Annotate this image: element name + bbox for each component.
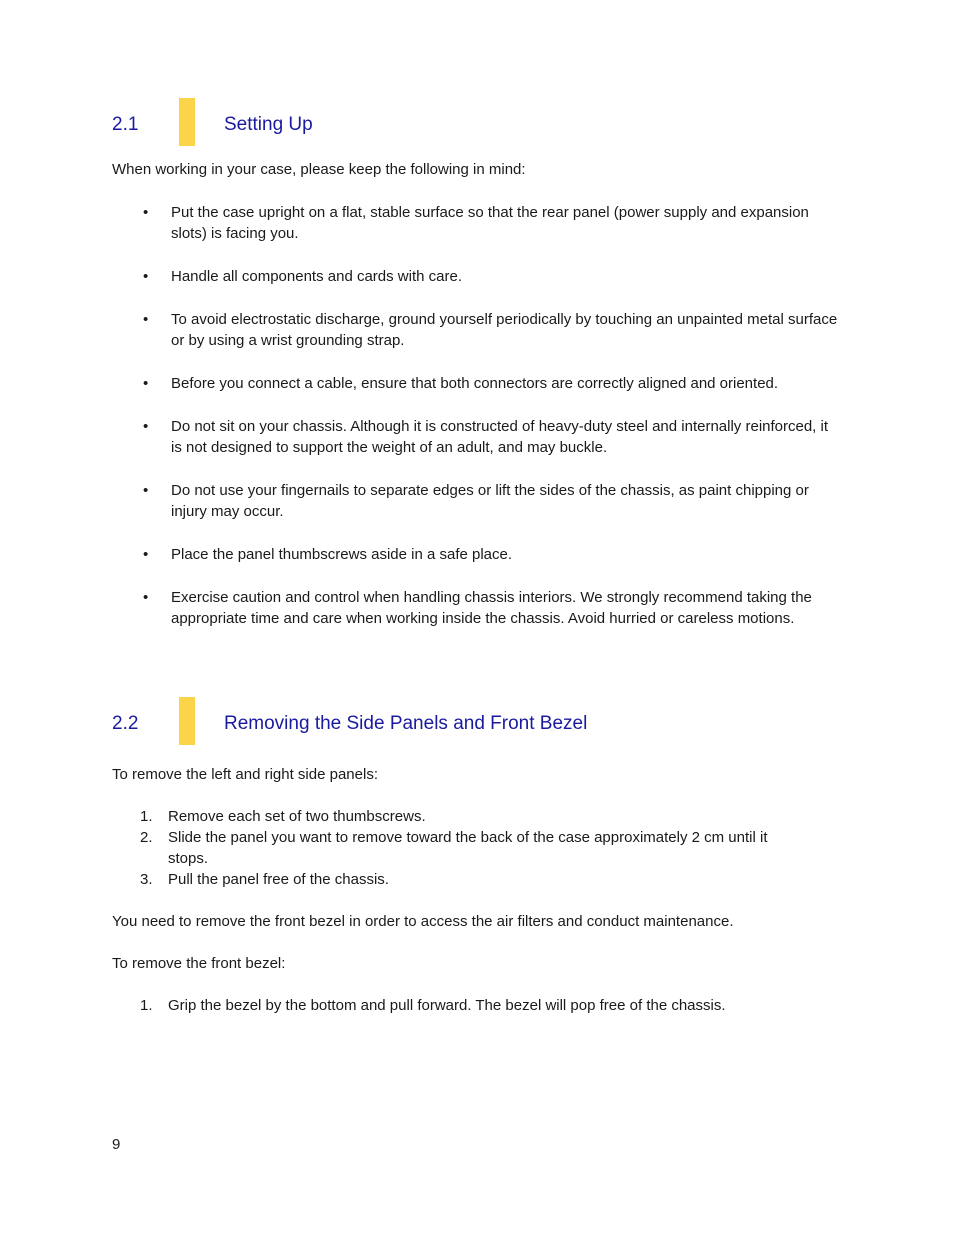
bullet-list [112,202,852,651]
heading-accent-bar [179,98,195,146]
bullet-icon: • [143,268,149,285]
section-title: Setting Up [224,114,313,135]
list-item: • Exercise caution and control when handling chassis interiors. We strongly recommend taking the appropriate time and care when working inside the chassis. Avoid hurried or careless motions. [143,589,812,627]
numbered-steps [112,995,852,1016]
bullet-icon: • [143,589,149,606]
section-number: 2.2 [112,713,139,734]
paragraph: You need to remove the front bezel in order to access the air filters and conduct maintenance. [112,913,734,930]
section-intro: To remove the left and right side panels: [112,766,378,783]
bullet-icon: • [143,311,149,328]
step-item: 1. Remove each set of two thumbscrews. [140,808,426,825]
list-item: • Handle all components and cards with care. [143,268,462,285]
list-item: • Do not use your fingernails to separate edges or lift the sides of the chassis, as paint chipping or injury may occur. [143,482,809,520]
step-item: 1. Grip the bezel by the bottom and pull forward. The bezel will pop free of the chassis. [140,997,726,1014]
section-heading-2-2 [112,697,872,747]
list-item: • Place the panel thumbscrews aside in a safe place. [143,546,513,563]
section-title: Removing the Side Panels and Front Bezel [224,713,588,734]
list-item: • Put the case upright on a flat, stable surface so that the rear panel (power supply and expansion slots) is facing you. [143,204,809,242]
list-item: • To avoid electrostatic discharge, ground yourself periodically by touching an unpainted metal surface or by using a wrist grounding strap. [143,311,838,349]
section-heading-2-1 [112,98,872,148]
list-item: • Before you connect a cable, ensure that both connectors are correctly aligned and oriented. [143,375,779,392]
step-item: 2. Slide the panel you want to remove toward the back of the case approximately 2 cm until it stops. [140,829,768,867]
bullet-icon: • [143,375,149,392]
bullet-icon: • [143,204,149,221]
section-intro: When working in your case, please keep the following in mind: [112,161,526,178]
paragraph: To remove the front bezel: [112,955,286,972]
bullet-icon: • [143,482,149,499]
bullet-icon: • [143,546,149,563]
bullet-icon: • [143,418,149,435]
section-number: 2.1 [112,114,139,135]
list-item: • Do not sit on your chassis. Although it is constructed of heavy-duty steel and internally reinforced, it is not designed to support the weight of an adult, and may buckle. [143,418,829,456]
numbered-steps [112,806,852,890]
page-number: 9 [112,1136,121,1153]
heading-accent-bar [179,697,195,745]
step-item: 3. Pull the panel free of the chassis. [140,871,389,888]
